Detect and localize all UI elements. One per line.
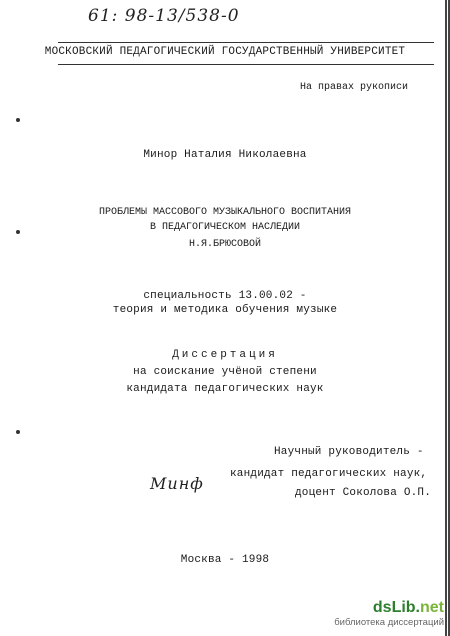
watermark-caption: библиотека диссертаций [334, 617, 444, 628]
document-type: Диссертация [172, 349, 278, 361]
city-year: Москва - 1998 [180, 554, 270, 566]
author-name: Минор Наталия Николаевна [143, 149, 307, 161]
supervisor-name: доцент Соколова О.П. [295, 487, 432, 499]
manuscript-rights: На правах рукописи [300, 82, 409, 93]
specialty-name: теория и методика обучения музыке [112, 304, 338, 316]
signature: Минф [150, 474, 204, 493]
margin-mark [16, 430, 20, 434]
title-line-2: В ПЕДАГОГИЧЕСКОМ НАСЛЕДИИ [149, 222, 301, 233]
specialty-code: специальность 13.00.02 - [143, 290, 307, 302]
page-edge-right [445, 0, 447, 636]
degree-line-1: на соискание учёной степени [133, 366, 317, 378]
margin-mark [16, 118, 20, 122]
title-line-1: ПРОБЛЕМЫ МАССОВОГО МУЗЫКАЛЬНОГО ВОСПИТАНИЯ [98, 207, 352, 218]
handwritten-catalog-number: 61: 98-13/538-0 [88, 6, 240, 26]
title-line-3: Н.Я.БРЮСОВОЙ [188, 239, 261, 250]
supervisor-role: Научный руководитель - [274, 446, 424, 458]
header-rule-top [58, 42, 434, 43]
supervisor-degree: кандидат педагогических наук, [230, 468, 428, 480]
degree-line-2: кандидата педагогических наук [126, 383, 324, 395]
university-name: МОСКОВСКИЙ ПЕДАГОГИЧЕСКИЙ ГОСУДАРСТВЕННЫЙ УНИВЕРСИТЕТ [44, 46, 406, 58]
watermark [334, 599, 444, 628]
watermark-logo: dsLib.net [372, 599, 444, 616]
header-rule-bottom [58, 64, 434, 65]
